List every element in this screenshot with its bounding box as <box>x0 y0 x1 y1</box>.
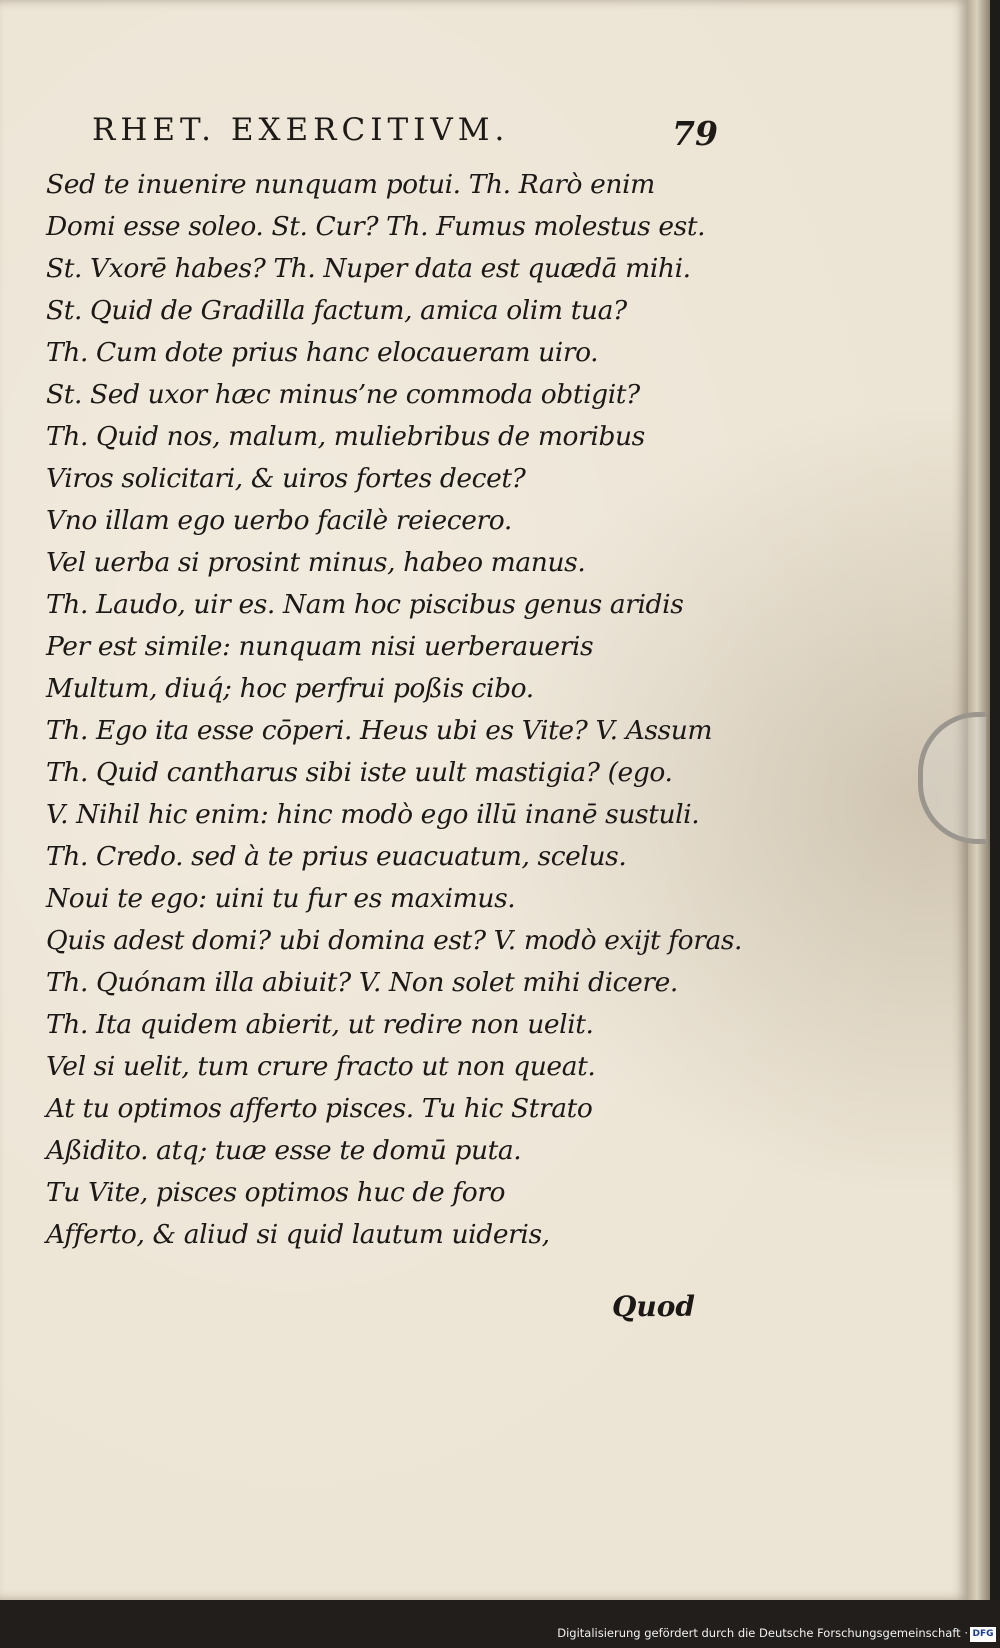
text-line: Aßidito. atq; tuæ esse te domū puta. <box>46 1135 522 1166</box>
text-line: Th. Quid cantharus sibi iste uult mastigia? (ego. <box>46 757 673 788</box>
text-line: St. Quid de Gradilla factum, amica olim tua? <box>46 295 627 326</box>
footer-band <box>0 1600 1000 1648</box>
text-line: Domi esse soleo. St. Cur? Th. Fumus molestus est. <box>46 211 706 242</box>
text-line: V. Nihil hic enim: hinc modò ego illū inanē sustuli. <box>46 799 700 830</box>
text-line: St. Vxorē habes? Th. Nuper data est quædā mihi. <box>46 253 691 284</box>
text-line: Vno illam ego uerbo facilè reiecero. <box>46 505 512 536</box>
running-title: RHET. EXERCITIVM. <box>92 112 510 148</box>
funding-credit: Digitalisierung gefördert durch die Deutsche Forschungsgemeinschaft · <box>557 1626 968 1640</box>
dfg-logo: DFG <box>970 1627 996 1642</box>
text-line: Th. Ita quidem abierit, ut redire non uelit. <box>46 1009 594 1040</box>
text-line: Noui te ego: uini tu fur es maximus. <box>46 883 516 914</box>
text-line: Viros solicitari, & uiros fortes decet? <box>46 463 526 494</box>
text-line: Vel uerba si prosint minus, habeo manus. <box>46 547 586 578</box>
text-line: Tu Vite, pisces optimos huc de foro <box>46 1177 506 1208</box>
page-number: 79 <box>672 114 718 153</box>
page-header <box>92 112 718 164</box>
text-line: Afferto, & aliud si quid lautum uideris, <box>46 1219 550 1250</box>
text-line: At tu optimos afferto pisces. Tu hic Strato <box>46 1093 593 1124</box>
text-line: Th. Cum dote prius hanc elocaueram uiro. <box>46 337 599 368</box>
text-line: Quis adest domi? ubi domina est? V. modò exijt foras. <box>46 925 743 956</box>
body-text <box>46 164 743 1256</box>
text-line: Multum, diuq́; hoc perfrui poßis cibo. <box>46 673 534 704</box>
text-line: St. Sed uxor hæc minus’ne commoda obtigit? <box>46 379 640 410</box>
text-line: Per est simile: nunquam nisi uerberaueris <box>46 631 594 662</box>
text-line: Th. Quid nos, malum, muliebribus de moribus <box>46 421 645 452</box>
text-line: Vel si uelit, tum crure fracto ut non queat. <box>46 1051 596 1082</box>
text-line: Th. Ego ita esse cōperi. Heus ubi es Vite? V. Assum <box>46 715 713 746</box>
text-line: Th. Laudo, uir es. Nam hoc piscibus genus aridis <box>46 589 684 620</box>
text-line: Sed te inuenire nunquam potui. Th. Rarò enim <box>46 169 655 200</box>
text-line: Th. Credo. sed à te prius euacuatum, scelus. <box>46 841 627 872</box>
text-line: Th. Quónam illa abiuit? V. Non solet mihi dicere. <box>46 967 678 998</box>
catchword: Quod <box>612 1290 696 1323</box>
